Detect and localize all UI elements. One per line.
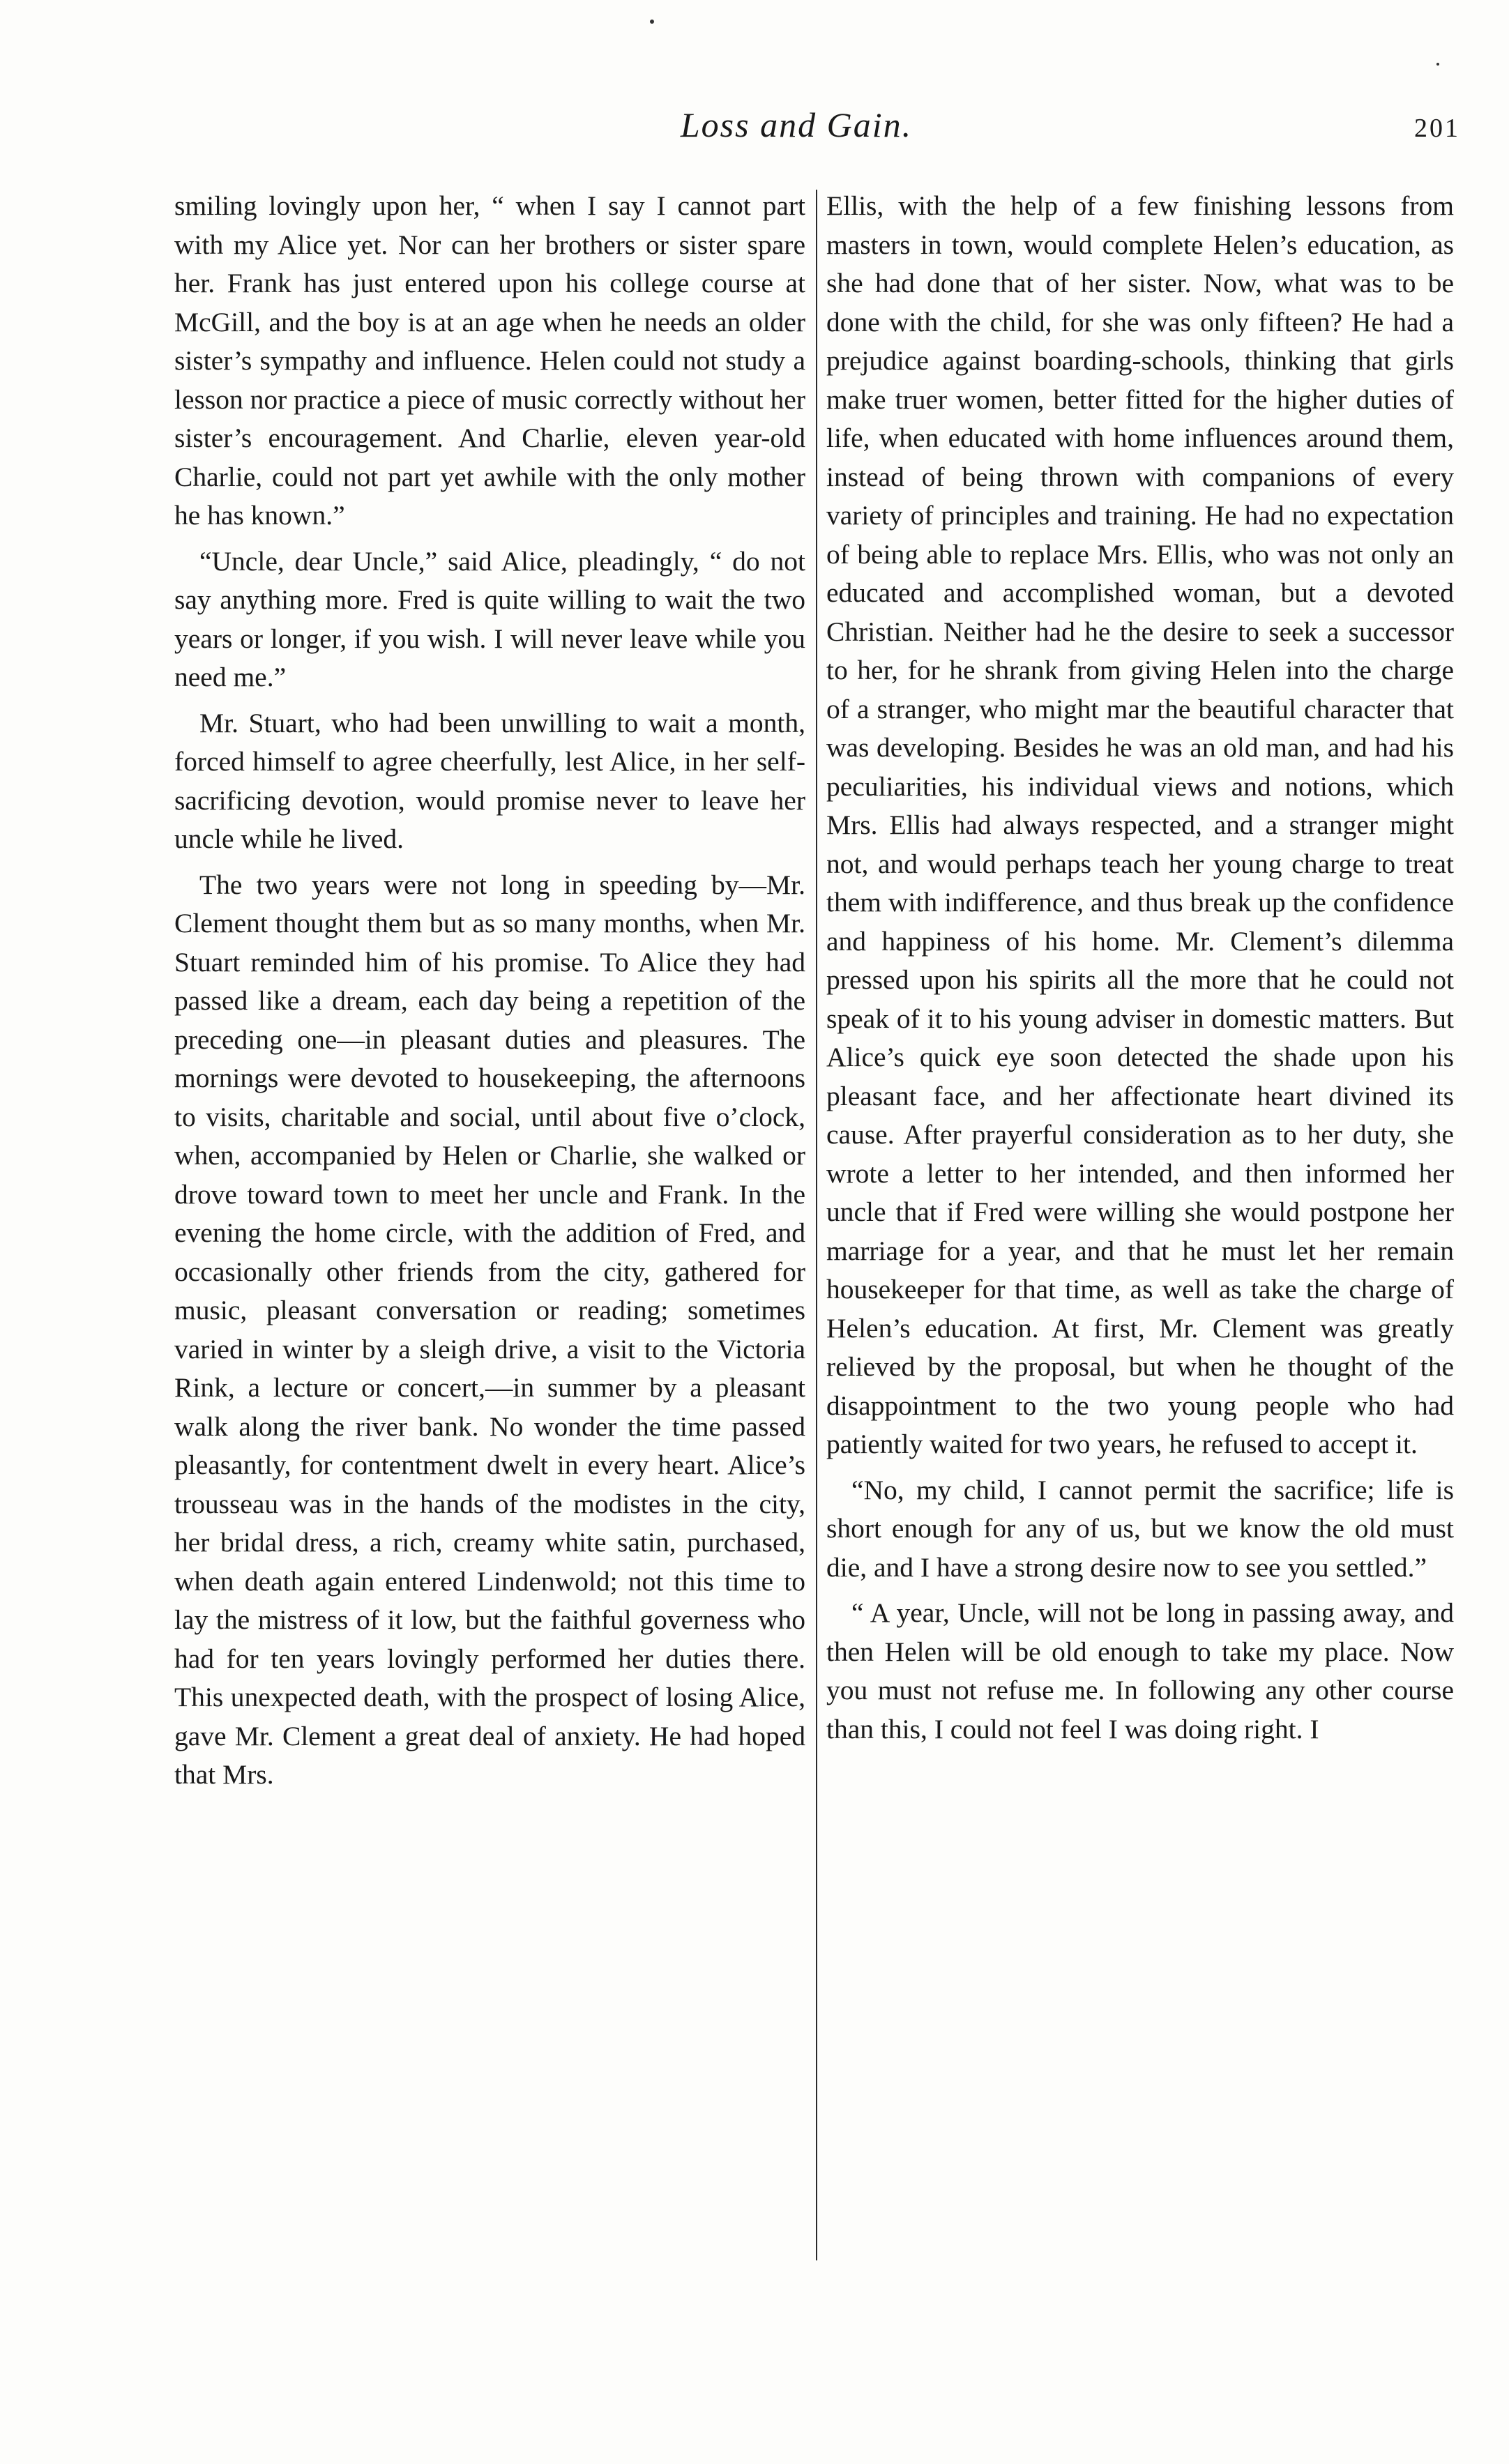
paragraph: “ A year, Uncle, will not be long in passing away, and then Helen will be old enough to take my place. Now you must not refuse me. In following any other course than this, I could not feel I was doing right. I xyxy=(826,1597,1454,1744)
paragraph: Mr. Stuart, who had been unwilling to wait a month, forced himself to agree cheerfully, lest Alice, in her self-sacrificing devotion, would promise never to leave her uncle while he lived. xyxy=(174,707,805,854)
column-divider xyxy=(816,190,817,2260)
left-column xyxy=(174,187,805,2306)
running-title: Loss and Gain. xyxy=(680,105,913,144)
print-speck xyxy=(1436,63,1439,66)
paragraph: The two years were not long in speeding by—Mr. Clement thought them but as so many months, when Mr. Stuart reminded him of his promise. To Alice they had passed like a dream, each day being a repetition of the preceding one—in pleasant duties and pleasures. The mornings were devoted to housekeeping, the afternoons to visits, charitable and social, until about five o’clock, when, accompanied by Helen or Charlie, she walked or drove toward town to meet her uncle and Frank. In the evening the home circle, with the addition of Fred, and occasionally other friends from the city, gathered for music, pleasant conversation or reading; sometimes varied in winter by a sleigh drive, a visit to the Victoria Rink, a lecture or concert,—in summer by a pleasant walk along the river bank. No wonder the time passed pleasantly, for contentment dwelt in every heart. Alice’s trousseau was in the hands of the modistes in the city, her bridal dress, a rich, creamy white satin, purchased, when death again entered Lindenwold; not this time to lay the mistress of it low, but the faithful governess who had for ten years lovingly performed her duties there. This unexpected death, with the prospect of losing Alice, gave Mr. Clement a great deal of anxiety. He had hoped that Mrs. xyxy=(174,869,805,1790)
print-speck xyxy=(650,20,654,24)
paragraph: “No, my child, I cannot permit the sacrifice; life is short enough for any of us, but we know the old must die, and I have a strong desire now to see you settled.” xyxy=(826,1474,1454,1583)
paragraph: Ellis, with the help of a few finishing lessons from masters in town, would complete Helen’s education, as she had done that of her sister. Now, what was to be done with the child, for she was only fifteen? He had a prejudice against boarding-schools, thinking that girls make truer women, better fitted for the higher duties of life, when educated with home influences around them, instead of being thrown with companions of every variety of principles and training. He had no expectation of being able to replace Mrs. Ellis, who was not only an educated and accomplished woman, but a devoted Christian. Neither had he the desire to seek a successor to her, for he shrank from giving Helen into the charge of a stranger, who might mar the beautiful character that was developing. Besides he was an old man, and had his peculiarities, his individual views and notions, which Mrs. Ellis had always respected, and a stranger might not, and would perhaps teach her young charge to treat them with indifference, and thus break up the confidence and happiness of his home. Mr. Clement’s dilemma pressed upon his spirits all the more that he could not speak of it to his young adviser in domestic matters. But Alice’s quick eye soon detected the shade upon his pleasant face, and her affectionate heart divined its cause. After prayerful consideration as to her duty, she wrote a letter to her intended, and then informed her uncle that if Fred were willing she would postpone her marriage for a year, and that he must let her remain housekeeper for that time, as well as take the charge of Helen’s education. At first, Mr. Clement was greatly relieved by the proposal, but when he thought of the disappointment to the two young people who had patiently waited for two years, he refused to accept it. xyxy=(826,190,1454,1459)
right-column xyxy=(826,187,1454,2306)
paragraph: smiling lovingly upon her, “ when I say I cannot part with my Alice yet. Nor can her brothers or sister spare her. Frank has just entered upon his college course at McGill, and the boy is at an age when he needs an older sister’s sympathy and influence. Helen could not study a lesson nor practice a piece of music correctly without her sister’s encouragement. And Charlie, eleven year-old Charlie, could not part yet awhile with the only mother he has known.” xyxy=(174,190,805,531)
paragraph: “Uncle, dear Uncle,” said Alice, pleadingly, “ do not say anything more. Fred is quite willing to wait the two years or longer, if you wish. I will never leave while you need me.” xyxy=(174,545,805,692)
page-number: 201 xyxy=(1414,114,1460,143)
